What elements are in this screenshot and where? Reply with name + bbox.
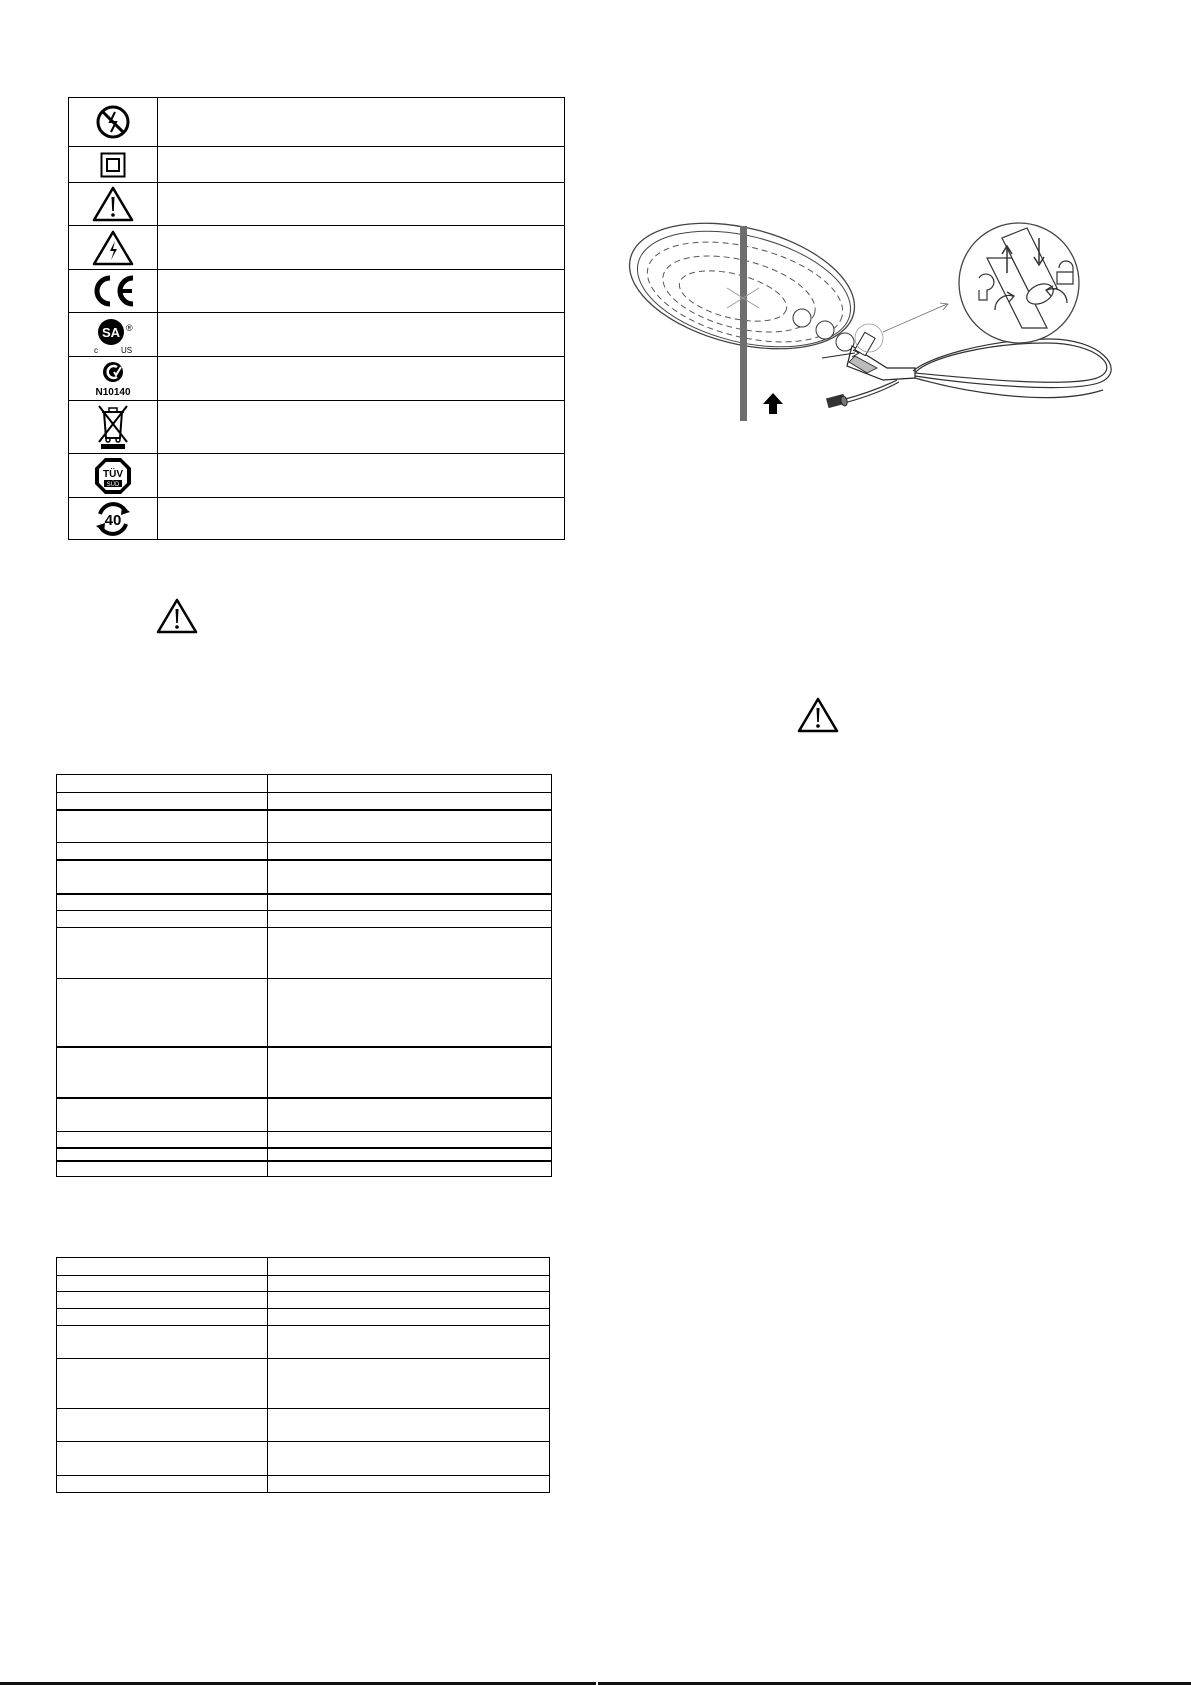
- spec-key: [57, 843, 268, 860]
- table-row: [57, 1161, 552, 1177]
- symbol-row: [69, 454, 565, 498]
- spec-value: [268, 1276, 550, 1292]
- spec-key: [57, 1098, 268, 1132]
- spec-value: [268, 1098, 552, 1132]
- symbol-row: [69, 183, 565, 226]
- spec-key: [57, 1309, 268, 1326]
- symbol-row: [69, 147, 565, 183]
- spec-key: [57, 1409, 268, 1442]
- spec-value: [268, 1258, 550, 1276]
- table-row: [57, 1098, 552, 1132]
- symbol-cell: [69, 357, 158, 401]
- flex-probe-illustration: [627, 218, 1117, 428]
- ce-mark-icon: [89, 273, 137, 309]
- coupling-detail-zoom: [959, 223, 1079, 343]
- spec-value: [268, 1132, 552, 1148]
- high-voltage-icon: [92, 230, 134, 266]
- table-row: [57, 979, 552, 1047]
- csa-sa-text: SA: [101, 324, 121, 340]
- caution-icon: [797, 697, 839, 733]
- symbol-cell: [69, 226, 158, 270]
- spec-key: [57, 928, 268, 979]
- epup-years-text: 40: [104, 511, 122, 529]
- symbol-row: [69, 226, 565, 270]
- spec-value: [268, 1476, 550, 1493]
- symbol-row: [69, 270, 565, 313]
- position-circle: [816, 321, 834, 339]
- table-row: [57, 911, 552, 928]
- table-row: [57, 1359, 550, 1409]
- symbol-cell: [69, 270, 158, 313]
- spec-key: [57, 810, 268, 843]
- table-row: [57, 1476, 550, 1493]
- symbol-cell: [69, 498, 158, 540]
- c-tick-icon: [88, 360, 138, 398]
- csa-r-text: ®: [126, 322, 133, 333]
- spec-value: [268, 1359, 550, 1409]
- spec-value: [268, 979, 552, 1047]
- symbol-cell: [69, 454, 158, 498]
- probe-coil-loop: [627, 218, 868, 370]
- spec-key: [57, 1359, 268, 1409]
- symbol-cell: [69, 147, 158, 183]
- symbol-cell: [69, 313, 158, 357]
- c-tick-code: N10140: [95, 386, 131, 398]
- spec-key: [57, 1442, 268, 1476]
- current-direction-arrow-icon: [763, 393, 783, 414]
- table-row: [57, 1047, 552, 1098]
- spec-key: [57, 1258, 268, 1276]
- spec-key: [57, 911, 268, 928]
- tuv-top-text: TÜV: [103, 468, 123, 480]
- table-row: [57, 810, 552, 843]
- symbol-row: [69, 498, 565, 540]
- tuv-sud-icon: [93, 456, 133, 496]
- symbol-row: [69, 401, 565, 454]
- symbol-row: [69, 357, 565, 401]
- symbol-cell: [69, 401, 158, 454]
- table-row: [57, 843, 552, 860]
- spec-value: [268, 1326, 550, 1359]
- spec-key: [57, 793, 268, 810]
- symbol-description: [158, 183, 565, 226]
- table-row: [57, 775, 552, 793]
- table-row: [57, 1132, 552, 1148]
- csa-us-text: US: [121, 345, 133, 355]
- spec-key: [57, 1292, 268, 1309]
- spec-table-2: [56, 1257, 550, 1493]
- position-circle: [793, 309, 811, 327]
- conductor-bar: [740, 226, 747, 421]
- symbol-description: [158, 226, 565, 270]
- spec-key: [57, 775, 268, 793]
- symbol-description: [158, 98, 565, 147]
- spec-key: [57, 1161, 268, 1177]
- spec-key: [57, 1476, 268, 1493]
- table-row: [57, 894, 552, 911]
- table-row: [57, 1258, 550, 1276]
- symbol-description: [158, 401, 565, 454]
- symbol-description: [158, 313, 565, 357]
- csa-c-text: c: [94, 345, 98, 355]
- table-row: [57, 1442, 550, 1476]
- symbol-row: [69, 98, 565, 147]
- spec-key: [57, 979, 268, 1047]
- spec-key: [57, 894, 268, 911]
- spec-key: [57, 1276, 268, 1292]
- csa-mark-icon: [89, 315, 137, 355]
- symbol-row: [69, 313, 565, 357]
- symbol-cell: [69, 183, 158, 226]
- spec-value: [268, 1442, 550, 1476]
- symbol-description: [158, 357, 565, 401]
- spec-value: [268, 911, 552, 928]
- symbol-description: [158, 147, 565, 183]
- table-row: [57, 1148, 552, 1161]
- caution-icon: [92, 186, 134, 222]
- spec-value: [268, 928, 552, 979]
- table-row: [57, 1309, 550, 1326]
- no-short-circuit-icon: [93, 102, 133, 142]
- spec-key: [57, 860, 268, 894]
- table-row: [57, 860, 552, 894]
- table-row: [57, 1276, 550, 1292]
- caution-icon: [156, 598, 198, 634]
- spec-value: [268, 1292, 550, 1309]
- spec-value: [268, 1309, 550, 1326]
- tuv-bottom-text: SÜD: [106, 481, 120, 488]
- callout-line: [883, 304, 947, 332]
- table-row: [57, 1409, 550, 1442]
- spec-value: [268, 894, 552, 911]
- table-row: [57, 793, 552, 810]
- epup-40-icon: [92, 500, 134, 538]
- spec-value: [268, 775, 552, 793]
- spec-value: [268, 1047, 552, 1098]
- symbol-cell: [69, 98, 158, 147]
- spec-key: [57, 1047, 268, 1098]
- spec-key: [57, 1148, 268, 1161]
- spec-value: [268, 1148, 552, 1161]
- spec-table-1: [56, 774, 552, 1177]
- weee-bin-icon: [96, 404, 130, 450]
- table-row: [57, 928, 552, 979]
- spec-value: [268, 1161, 552, 1177]
- symbol-description: [158, 270, 565, 313]
- spec-value: [268, 1409, 550, 1442]
- spec-value: [268, 860, 552, 894]
- double-insulation-icon: [100, 152, 126, 178]
- table-row: [57, 1326, 550, 1359]
- table-row: [57, 1292, 550, 1309]
- spec-key: [57, 1326, 268, 1359]
- spec-value: [268, 843, 552, 860]
- spec-key: [57, 1132, 268, 1148]
- symbol-table: [68, 97, 565, 540]
- symbol-description: [158, 454, 565, 498]
- symbol-description: [158, 498, 565, 540]
- spec-value: [268, 810, 552, 843]
- spec-value: [268, 793, 552, 810]
